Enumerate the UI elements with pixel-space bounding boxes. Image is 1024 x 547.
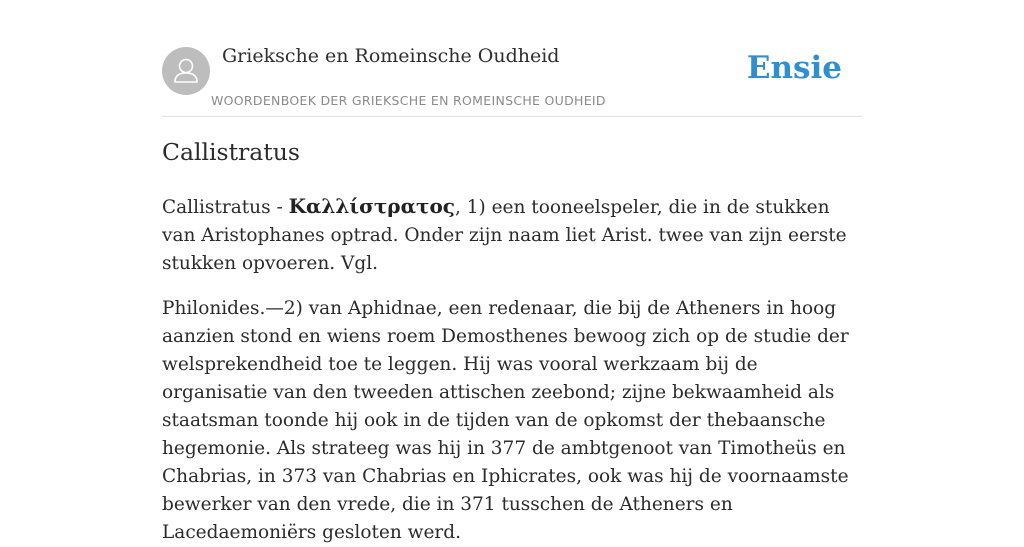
greek-term: Καλλίστρατος: [288, 194, 455, 218]
ensie-logo-link[interactable]: Ensie: [746, 50, 842, 86]
page-container: [162, 0, 862, 543]
page-header: [162, 0, 862, 117]
source-subtitle: WOORDENBOEK DER GRIEKSCHE EN ROMEINSCHE OUDHEID: [211, 93, 606, 108]
entry-p1-rest: , 1) een tooneelspeler, die in de stukken van Aristophanes optrad. Onder zijn naam liet Arist. twee van zijn eerste stukken opvoeren. Vgl.: [162, 197, 847, 274]
source-title-link[interactable]: Grieksche en Romeinsche Oudheid: [222, 45, 560, 67]
user-icon: [162, 47, 210, 95]
entry-lead: Callistratus -: [162, 197, 289, 218]
author-avatar[interactable]: [162, 47, 210, 95]
entry-paragraph-1: [162, 192, 867, 278]
entry-paragraph-2: Philonides.—2) van Aphidnae, een redenaar, die bij de Atheners in hoog aanzien stond en wiens roem Demosthenes bewoog zich op de studie der welsprekendheid toe te leggen. Hij was vooral werkzaam bij de organisatie van den tweeden attischen zeebond; zijne bekwaamheid als staatsman toonde hij ook in de tijden van de opkomst der thebaansche hegemonie. Als strateeg was hij in 377 de ambtgenoot van Timotheüs en Chabrias, in 373 van Chabrias en Iphicrates, ook was hij de voornaamste bewerker van den vrede, die in 371 tusschen de Atheners en Lacedaemoniërs gesloten werd.: [162, 298, 849, 543]
entry-title: Callistratus: [162, 138, 300, 166]
